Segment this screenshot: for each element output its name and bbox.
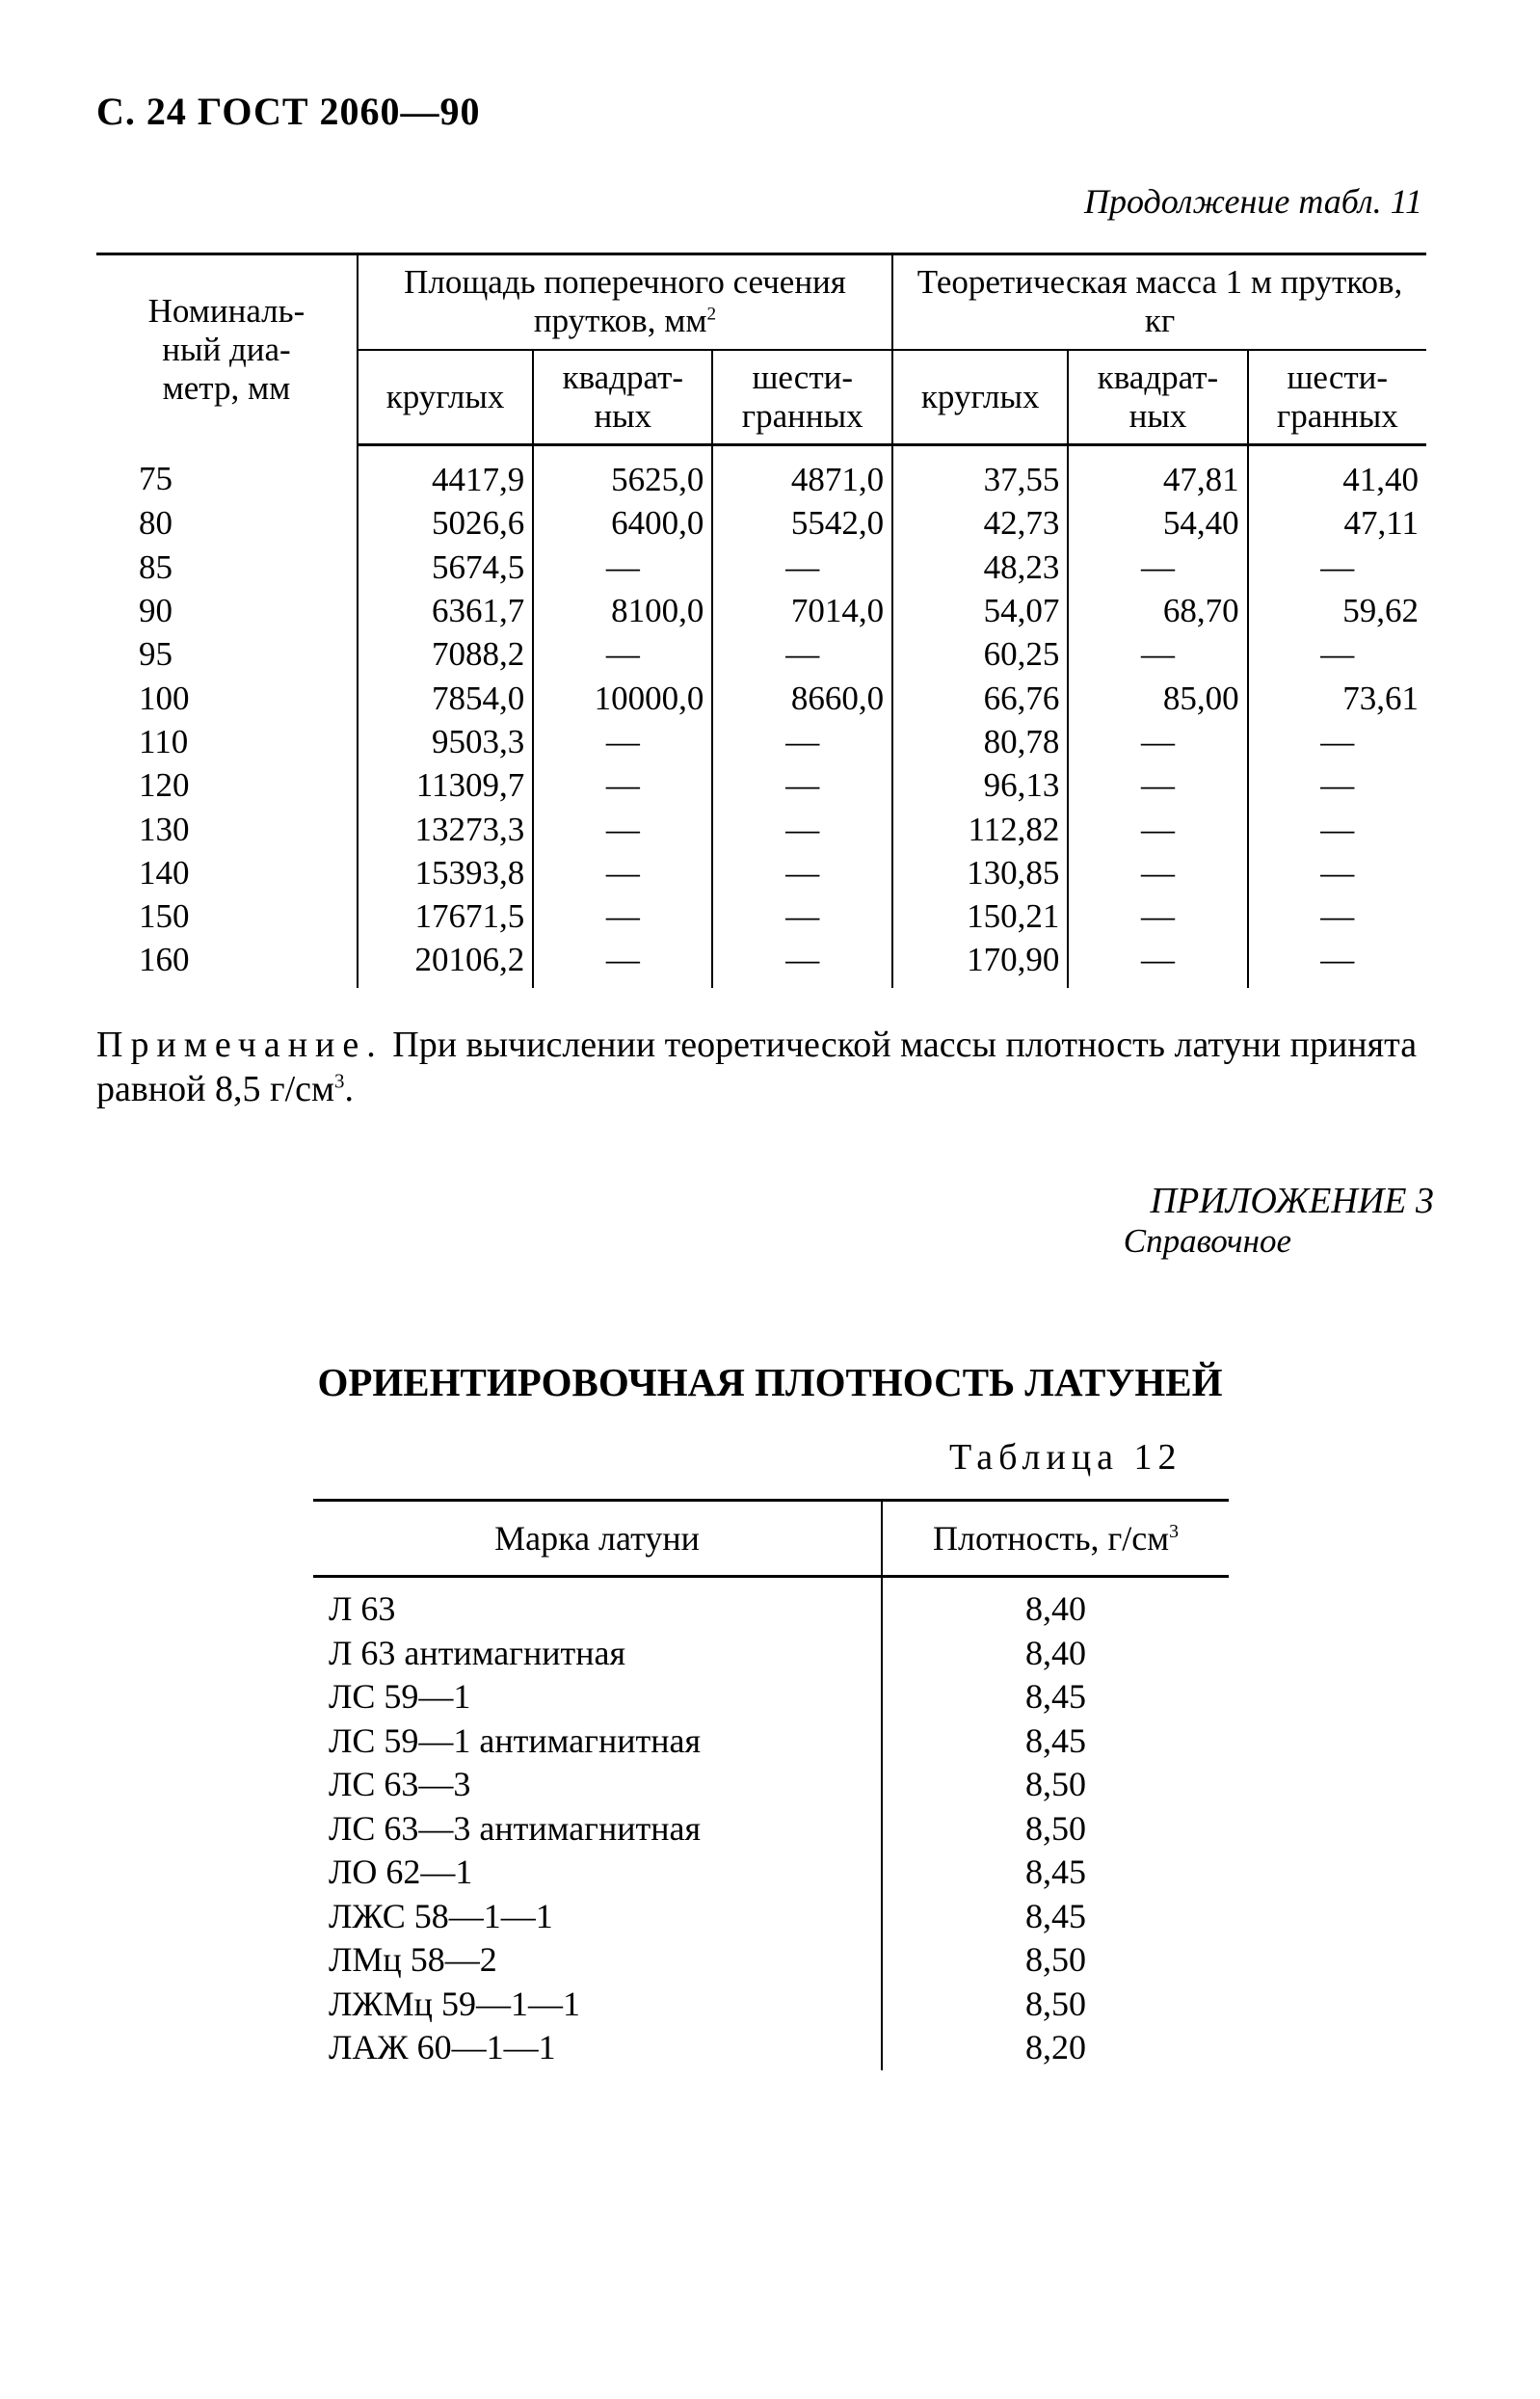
table-row <box>96 546 1426 589</box>
table-cell: 41,40 <box>1248 445 1426 502</box>
header-mass-hex: шести- гранных <box>1248 350 1426 445</box>
table-cell: 4871,0 <box>712 445 892 502</box>
table-cell: — <box>533 720 712 763</box>
table-cell: 120 <box>139 766 190 805</box>
table-cell: — <box>533 763 712 807</box>
table-cell: 47,81 <box>1068 445 1247 502</box>
table-cell: 13273,3 <box>358 807 533 850</box>
table-cell: Л 63 <box>329 1589 396 1629</box>
table-12 <box>313 1499 1229 2070</box>
table-cell: 8,45 <box>882 1719 1229 1764</box>
table-cell: 95 <box>139 635 173 674</box>
table-cell: 110 <box>139 722 189 760</box>
table-cell: — <box>1248 807 1426 850</box>
table-cell: — <box>1248 938 1426 987</box>
table-cell: 130 <box>139 810 190 848</box>
table-12-body <box>313 1577 1229 2070</box>
table-row <box>96 851 1426 894</box>
table-cell: — <box>712 720 892 763</box>
table-row <box>313 1675 1229 1719</box>
table-cell: 42,73 <box>892 501 1068 545</box>
table-cell: — <box>1068 851 1247 894</box>
table-row <box>96 632 1426 676</box>
table-cell: — <box>712 546 892 589</box>
note-text: При вычислении теоретической массы плотность латуни принята равной 8,5 г/см <box>96 1025 1418 1109</box>
table-row <box>313 1577 1229 1632</box>
table-cell: 6361,7 <box>358 589 533 632</box>
appendix-heading <box>1124 1180 1434 1261</box>
table-cell: 4417,9 <box>358 445 533 502</box>
table-row <box>313 1807 1229 1852</box>
table-row <box>313 1632 1229 1676</box>
table-cell: 80 <box>139 504 173 543</box>
table-cell: 37,55 <box>892 445 1068 502</box>
table-cell: ЛС 63—3 <box>329 1765 471 1804</box>
table-cell: 140 <box>139 853 190 892</box>
table-cell: 5625,0 <box>533 445 712 502</box>
table-row <box>96 938 1426 987</box>
table-11 <box>96 253 1426 988</box>
table-cell: 8,45 <box>882 1895 1229 1939</box>
table-cell: — <box>1068 546 1247 589</box>
table-cell: 85 <box>139 547 173 586</box>
table-cell: — <box>1068 632 1247 676</box>
table-cell: 96,13 <box>892 763 1068 807</box>
appendix-title: ПРИЛОЖЕНИЕ 3 <box>1150 1181 1434 1221</box>
header-diameter: Номиналь- ный диа- метр, мм <box>96 254 358 445</box>
table-row <box>313 1895 1229 1939</box>
table-row <box>96 763 1426 807</box>
note-label: Примечание. <box>96 1025 384 1065</box>
table-cell: 5674,5 <box>358 546 533 589</box>
table-row <box>96 501 1426 545</box>
header-group-mass: Теоретическая масса 1 м прутков, кг <box>892 254 1426 350</box>
table-cell: — <box>1068 807 1247 850</box>
appendix-subtitle: Справочное <box>1123 1222 1291 1260</box>
table-cell: 8,50 <box>882 1763 1229 1807</box>
table-cell: — <box>712 763 892 807</box>
table-cell: 54,07 <box>892 589 1068 632</box>
table-cell: — <box>1068 894 1247 938</box>
table-cell: 8,50 <box>882 1807 1229 1852</box>
table-cell: 150 <box>139 897 190 936</box>
table-row <box>313 2026 1229 2070</box>
table-cell: 80,78 <box>892 720 1068 763</box>
table-cell: 54,40 <box>1068 501 1247 545</box>
header-mass-round: круглых <box>892 350 1068 445</box>
table-cell: 170,90 <box>892 938 1068 987</box>
note: Примечание. При вычислении теоретической массы плотность латуни принята равной 8,5 $г/см^3$. <box>96 1025 1418 1109</box>
table-cell: — <box>1068 763 1247 807</box>
table-cell: 73,61 <box>1248 676 1426 719</box>
table-cell: — <box>1248 546 1426 589</box>
table-cell: 8,40 <box>882 1632 1229 1676</box>
table-cell: 5542,0 <box>712 501 892 545</box>
table-cell: 100 <box>139 679 190 717</box>
table-cell: ЛС 59—1 <box>329 1677 471 1717</box>
header-area-hex: шести- гранных <box>712 350 892 445</box>
table-cell: 47,11 <box>1248 501 1426 545</box>
table-cell: 11309,7 <box>358 763 533 807</box>
table-cell: — <box>712 851 892 894</box>
header-area-round: круглых <box>358 350 533 445</box>
table-cell: ЛО 62—1 <box>329 1853 473 1892</box>
table-cell: — <box>1248 851 1426 894</box>
table-cell: — <box>712 894 892 938</box>
header-group-area: Площадь поперечного сечения прутков, $мм^2$ <box>358 254 892 350</box>
table-row <box>96 676 1426 719</box>
table-cell: 150,21 <box>892 894 1068 938</box>
table-cell: 8,45 <box>882 1675 1229 1719</box>
table-cell: — <box>712 938 892 987</box>
table-cell: — <box>712 632 892 676</box>
table-row <box>96 589 1426 632</box>
table-cell: 8,50 <box>882 1938 1229 1983</box>
table-cell: ЛС 63—3 антимагнитная <box>329 1808 702 1848</box>
table-cell: 66,76 <box>892 676 1068 719</box>
table-row <box>96 720 1426 763</box>
table-row <box>313 1938 1229 1983</box>
table-row <box>96 807 1426 850</box>
table-cell: 17671,5 <box>358 894 533 938</box>
table-cell: — <box>533 938 712 987</box>
table-cell: 90 <box>139 592 173 630</box>
table-cell: ЛЖМц 59—1—1 <box>329 1984 580 2023</box>
table-cell: 68,70 <box>1068 589 1247 632</box>
header-mass-square: квадрат- ных <box>1068 350 1247 445</box>
table-continuation-caption: Продолжение табл. 11 <box>1083 182 1422 221</box>
table-cell: 160 <box>139 941 190 979</box>
section-title: ОРИЕНТИРОВОЧНАЯ ПЛОТНОСТЬ ЛАТУНЕЙ <box>317 1360 1223 1404</box>
table-cell: 10000,0 <box>533 676 712 719</box>
table-row <box>313 1719 1229 1764</box>
table-cell: — <box>533 894 712 938</box>
table-cell: — <box>1248 763 1426 807</box>
table-cell: 20106,2 <box>358 938 533 987</box>
table-cell: 130,85 <box>892 851 1068 894</box>
table-cell: — <box>533 851 712 894</box>
page-header: С. 24 ГОСТ 2060—90 <box>96 90 481 133</box>
table-row <box>313 1983 1229 2027</box>
table-cell: 8660,0 <box>712 676 892 719</box>
header-grade: Марка латуни <box>313 1501 882 1577</box>
table-row <box>313 1763 1229 1807</box>
table-cell: 8,40 <box>882 1577 1229 1632</box>
table-cell: 5026,6 <box>358 501 533 545</box>
header-density: Плотность, $г/см^3$ <box>882 1501 1229 1577</box>
table-cell: — <box>1248 632 1426 676</box>
table-row <box>96 894 1426 938</box>
table-cell: — <box>1068 720 1247 763</box>
table-cell: 75 <box>139 460 173 498</box>
table-cell: 8100,0 <box>533 589 712 632</box>
table-cell: — <box>1248 720 1426 763</box>
table-cell: 59,62 <box>1248 589 1426 632</box>
table-cell: 7088,2 <box>358 632 533 676</box>
table-cell: 7854,0 <box>358 676 533 719</box>
table-cell: — <box>533 807 712 850</box>
table-11-body <box>96 445 1426 988</box>
table-cell: — <box>533 632 712 676</box>
table-cell: 8,50 <box>882 1983 1229 2027</box>
table-cell: 6400,0 <box>533 501 712 545</box>
table-cell: — <box>1248 894 1426 938</box>
table-cell: 7014,0 <box>712 589 892 632</box>
table-cell: 8,45 <box>882 1851 1229 1895</box>
table-12-label: Таблица 12 <box>949 1437 1182 1478</box>
table-cell: 8,20 <box>882 2026 1229 2070</box>
table-cell: ЛАЖ 60—1—1 <box>329 2028 556 2067</box>
table-cell: 60,25 <box>892 632 1068 676</box>
table-cell: ЛМц 58—2 <box>329 1940 497 1980</box>
table-row <box>96 445 1426 502</box>
table-cell: — <box>1068 938 1247 987</box>
table-cell: ЛЖС 58—1—1 <box>329 1896 553 1935</box>
table-cell: 112,82 <box>892 807 1068 850</box>
table-cell: 48,23 <box>892 546 1068 589</box>
table-cell: 9503,3 <box>358 720 533 763</box>
table-cell: — <box>712 807 892 850</box>
table-row <box>313 1851 1229 1895</box>
table-cell: — <box>533 546 712 589</box>
header-area-square: квадрат- ных <box>533 350 712 445</box>
table-cell: 85,00 <box>1068 676 1247 719</box>
table-cell: Л 63 антимагнитная <box>329 1633 626 1672</box>
table-cell: ЛС 59—1 антимагнитная <box>329 1720 702 1760</box>
table-cell: 15393,8 <box>358 851 533 894</box>
